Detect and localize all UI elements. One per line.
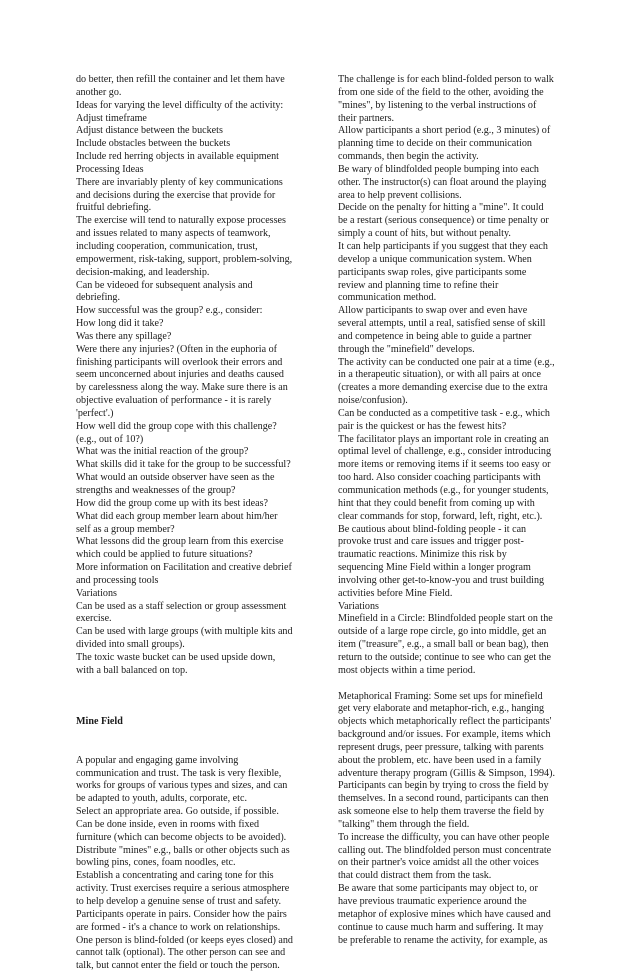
text-line: Participants can begin by trying to cross the field by	[338, 780, 549, 792]
text-line: are formed - it's a chance to work on relationships.	[76, 921, 281, 933]
text-line: Can be used with large groups (with multiple kits and	[76, 626, 293, 638]
text-line: Distribute "mines" e.g., balls or other objects such as	[76, 844, 290, 856]
text-line: What would an outside observer have seen as the	[76, 472, 275, 484]
text-line: empowerment, risk-taking, support, problem-solving,	[76, 253, 293, 265]
text-line: Decide on the penalty for hitting a "mine". It could	[338, 202, 544, 214]
text-line: divided into small groups).	[76, 639, 185, 651]
text-line: It can help participants if you suggest that they each	[338, 240, 548, 252]
text-line: How long did it take?	[76, 318, 164, 330]
text-line: communication and trust. The task is very flexible,	[76, 767, 282, 779]
text-line: commands, then begin the activity.	[338, 151, 479, 163]
text-line: on their partner's voice amidst all the other voices	[338, 857, 539, 869]
text-line: objects which metaphorically reflect the participants'	[338, 716, 552, 728]
text-line: talk, but cannot enter the field or touch the person.	[76, 960, 280, 972]
text-line: more items or removing items if it seems too easy or	[338, 459, 551, 471]
text-line: More information on Facilitation and creative debrief	[76, 562, 292, 574]
text-line: that could distract them from the task.	[338, 870, 492, 882]
text-line: What was the initial reaction of the group?	[76, 446, 249, 458]
text-line: including cooperation, communication, trust,	[76, 240, 258, 252]
text-line: Variations	[76, 587, 117, 599]
text-line: and issues related to many aspects of teamwork,	[76, 228, 271, 240]
text-line: Can be conducted as a competitive task - e.g., which	[338, 407, 550, 419]
text-line: their partners.	[338, 112, 395, 124]
text-line: in a therapeutic situation), or with all pairs at once	[338, 369, 541, 381]
right-column	[338, 74, 566, 947]
text-line: by carelessness along the way. Make sure there is an	[76, 382, 288, 394]
text-line: outside of a large rope circle, go into middle, get an	[338, 626, 547, 638]
text-line: Include red herring objects in available equipment	[76, 151, 279, 163]
text-line: simply a count of hits, but without penalty.	[338, 228, 511, 240]
text-line: Metaphorical Framing: Some set ups for minefield	[338, 690, 543, 702]
text-line: represent drugs, peer pressure, talking with parents	[338, 741, 544, 753]
text-line: Include obstacles between the buckets	[76, 138, 231, 150]
text-line: calling out. The blindfolded person must concentrate	[338, 844, 552, 856]
text-line: be adapted to youth, adults, corporate, etc.	[76, 793, 247, 805]
text-line: Allow participants to swap over and even have	[338, 305, 528, 317]
spacer	[338, 678, 566, 691]
text-line: (creates a more demanding exercise due to the extra	[338, 382, 548, 394]
text-line: The toxic waste bucket can be used upside down,	[76, 651, 276, 663]
text-line: to help develop a genuine sense of trust and safety.	[76, 896, 282, 907]
text-line: involving other get-to-know-you and trust building	[338, 574, 545, 586]
text-line: exercise.	[76, 613, 112, 625]
right-text-block-2	[338, 691, 566, 948]
text-line: be preferable to rename the activity, for example, as	[338, 934, 548, 946]
text-line: noise/confusion).	[338, 395, 408, 407]
text-line: There are invariably plenty of key communications	[76, 176, 283, 188]
text-line: Adjust timeframe	[76, 112, 147, 124]
text-line: pair is the quickest or has the fewest hits?	[338, 420, 507, 432]
left-text-block-2	[76, 755, 304, 973]
text-line: which could be applied to future situations?	[76, 549, 253, 561]
text-line: What lessons did the group learn from this exercise	[76, 536, 284, 548]
text-line: bowling pins, cones, foam noodles, etc.	[76, 857, 236, 869]
text-line: Adjust distance between the buckets	[76, 125, 223, 137]
text-line: works for groups of various types and sizes, and can	[76, 780, 288, 792]
text-line: The activity can be conducted one pair at a time (e.g.,	[338, 356, 555, 368]
text-line: be a restart (serious consequence) or time penalty or	[338, 215, 549, 227]
text-line: debriefing.	[76, 292, 121, 304]
text-line: Establish a concentrating and caring tone for this	[76, 870, 274, 882]
text-line: How did the group come up with its best ideas?	[76, 497, 269, 509]
text-line: too hard. Also consider coaching participants with	[338, 472, 541, 484]
text-line: The challenge is for each blind-folded person to walk	[338, 74, 554, 85]
text-line: metaphor of explosive mines which have caused and	[338, 908, 551, 920]
text-line: ask someone else to help them traverse the field by	[338, 806, 545, 818]
text-line: How successful was the group? e.g., consider:	[76, 305, 263, 317]
left-column	[76, 74, 304, 973]
spacer	[76, 703, 304, 716]
text-line: self as a group member?	[76, 523, 175, 535]
text-line: "mines", by listening to the verbal instructions of	[338, 99, 537, 111]
text-line: fruitful debriefing.	[76, 202, 152, 214]
text-line: optimal level of challenge, e.g., consider introducing	[338, 446, 552, 458]
text-line: Participants operate in pairs. Consider how the pairs	[76, 908, 287, 920]
text-line: traumatic reactions. Minimize this risk by	[338, 549, 507, 561]
text-line: most objects within a time period.	[338, 664, 476, 676]
text-line: The exercise will tend to naturally expose processes	[76, 215, 286, 227]
text-line: hint that they could benefit from coming up with	[338, 497, 535, 509]
section-heading: Mine Field	[76, 716, 123, 728]
text-line: provoke trust and care issues and trigger post-	[338, 536, 524, 548]
text-line: What skills did it take for the group to be successful?	[76, 459, 291, 471]
text-line: Be wary of blindfolded people bumping into each	[338, 163, 539, 175]
text-line: about the problem, etc. have been used in a family	[338, 754, 542, 766]
text-line: from one side of the field to the other, avoiding the	[338, 86, 544, 98]
text-line: 'perfect'.)	[76, 407, 114, 419]
text-line: "talking" them through the field.	[338, 818, 470, 830]
text-line: How well did the group cope with this challenge?	[76, 420, 277, 432]
text-line: activity. Trust exercises require a serious atmosphere	[76, 883, 290, 895]
text-line: What did each group member learn about him/her	[76, 510, 278, 522]
text-line: Can be used as a staff selection or group assessment	[76, 600, 287, 612]
text-line: Processing Ideas	[76, 163, 144, 175]
text-line: cannot talk (optional). The other person can see and	[76, 947, 286, 959]
text-line: Select an appropriate area. Go outside, if possible.	[76, 806, 279, 818]
text-line: have previous traumatic experience around the	[338, 896, 527, 907]
text-line: (e.g., out of 10?)	[76, 433, 144, 445]
text-line: continue to cause much harm and suffering. It may	[338, 921, 544, 933]
text-line: Can be done inside, even in rooms with fixed	[76, 818, 260, 830]
text-line: communication method.	[338, 292, 437, 304]
text-line: Can be videoed for subsequent analysis and	[76, 279, 253, 291]
text-line: One person is blind-folded (or keeps eyes closed) and	[76, 934, 293, 946]
text-line: several attempts, until a real, satisfied sense of skill	[338, 318, 546, 330]
text-line: Be aware that some participants may object to, or	[338, 883, 538, 895]
text-line: background and/or issues. For example, items which	[338, 729, 551, 741]
text-line: return to the outside; continue to see who can get the	[338, 651, 552, 663]
text-line: Minefield in a Circle: Blindfolded people start on the	[338, 613, 553, 625]
text-line: Was there any spillage?	[76, 330, 172, 342]
text-line: strengths and weaknesses of the group?	[76, 485, 236, 496]
text-line: item ("treasure", e.g., a small ball or bean bag), then	[338, 639, 549, 651]
text-line: A popular and engaging game involving	[76, 754, 239, 766]
text-line: To increase the difficulty, you can have other people	[338, 831, 550, 843]
text-line: Be cautious about blind-folding people - it can	[338, 523, 527, 535]
text-line: and decisions during the exercise that provide for	[76, 189, 276, 201]
text-line: area to help prevent collisions.	[338, 189, 462, 201]
text-line: sequencing Mine Field within a longer program	[338, 562, 531, 574]
text-line: planning time to decide on their communication	[338, 138, 532, 150]
text-line: through the "minefield" develops.	[338, 343, 475, 355]
text-line: review and planning time to refine their	[338, 279, 499, 291]
spacer	[76, 678, 304, 691]
text-line: The facilitator plays an important role in creating an	[338, 433, 549, 445]
text-line: Were there any injuries? (Often in the euphoria of	[76, 343, 277, 355]
text-line: other. The instructor(s) can float around the playing	[338, 176, 547, 188]
text-line: objective evaluation of performance - it is rarely	[76, 395, 272, 407]
text-line: finishing participants will overlook their errors and	[76, 356, 283, 368]
text-line: adventure therapy program (Gillis & Simpson, 1994).	[338, 767, 555, 779]
text-line: another go.	[76, 86, 122, 98]
text-line: and competence in being able to guide a partner	[338, 330, 532, 342]
text-line: with a ball balanced on top.	[76, 664, 188, 676]
text-line: develop a unique communication system. When	[338, 253, 532, 265]
text-line: decision-making, and leadership.	[76, 266, 210, 278]
text-line: clear commands for stop, forward, left, right, etc.).	[338, 510, 543, 522]
text-line: and processing tools	[76, 574, 159, 586]
text-line: seem unconcerned about injuries and deaths caused	[76, 369, 284, 381]
text-line: communication methods (e.g., for younger students,	[338, 485, 549, 496]
text-line: participants swap roles, give participants some	[338, 266, 527, 278]
spacer	[76, 742, 304, 755]
text-line: get very elaborate and metaphor-rich, e.g., hanging	[338, 703, 545, 715]
text-line: Ideas for varying the level difficulty of the activity:	[76, 99, 284, 111]
text-line: activities before Mine Field.	[338, 587, 453, 599]
spacer	[76, 691, 304, 704]
text-line: furniture (which can become objects to be avoided).	[76, 831, 287, 843]
text-line: themselves. In a second round, participants can then	[338, 793, 549, 805]
left-text-block-1	[76, 74, 304, 678]
right-text-block-1	[338, 74, 566, 678]
spacer	[76, 729, 304, 742]
text-line: Variations	[338, 600, 379, 612]
text-line: Allow participants a short period (e.g., 3 minutes) of	[338, 125, 551, 137]
text-line: do better, then refill the container and let them have	[76, 74, 285, 85]
